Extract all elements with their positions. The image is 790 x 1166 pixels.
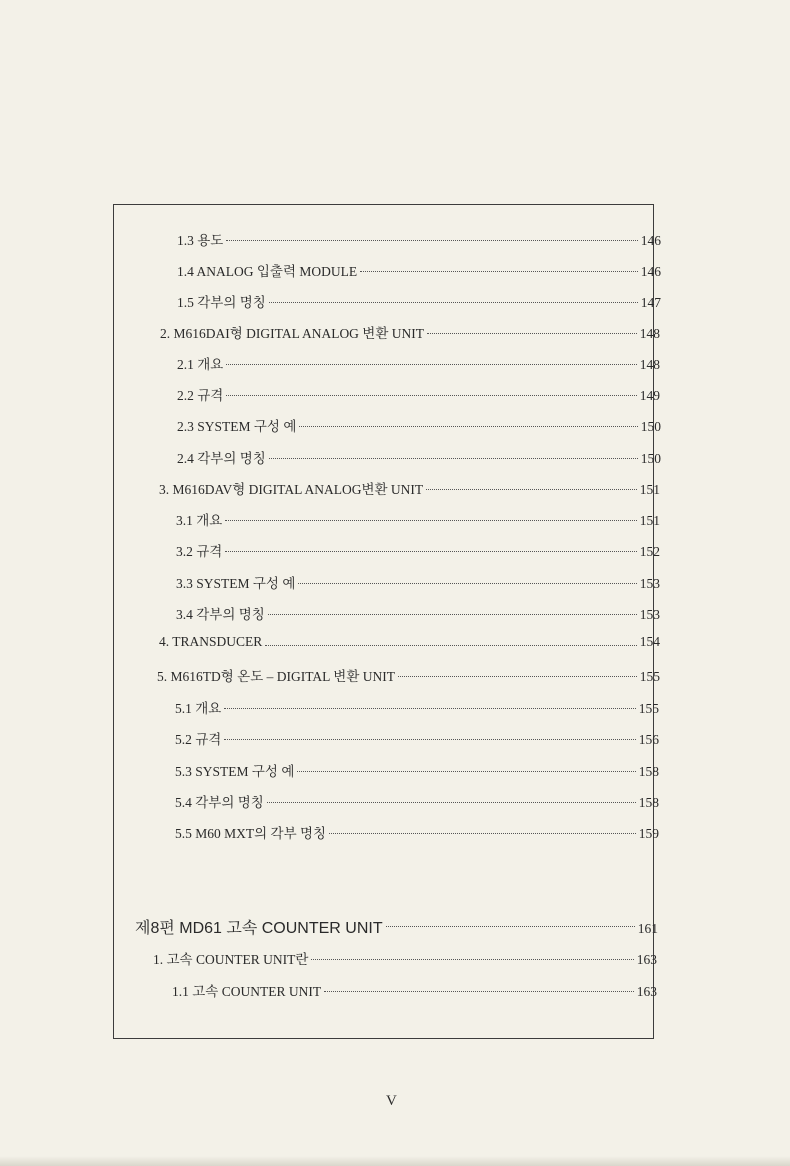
toc-entry-2-4 <box>177 447 661 467</box>
toc-entry-label: 4. TRANSDUCER <box>159 634 263 649</box>
toc-entry-page: 151 <box>639 482 660 497</box>
toc-entry-page: 158 <box>638 764 659 779</box>
leader-dots <box>360 271 638 272</box>
toc-entry-page: 155 <box>638 701 659 716</box>
toc-entry-8-1-1 <box>172 980 657 1000</box>
leader-dots <box>225 551 636 552</box>
leader-dots <box>225 520 636 521</box>
leader-dots <box>426 489 637 490</box>
toc-entry-page: 146 <box>640 264 661 279</box>
leader-dots <box>299 426 637 427</box>
leader-dots <box>265 645 636 646</box>
toc-entry-label: 3. M616DAV형 DIGITAL ANALOG변환 UNIT <box>159 482 424 497</box>
toc-entry-page: 150 <box>640 419 661 434</box>
toc-part-8 <box>135 915 658 935</box>
toc-entry-2-1 <box>177 353 660 373</box>
toc-entry-page: 152 <box>639 544 660 559</box>
toc-entry-page: 155 <box>639 669 660 684</box>
toc-entry-3-4 <box>176 603 660 623</box>
toc-entry-label: 2.1 개요 <box>177 357 224 372</box>
leader-dots <box>224 708 635 709</box>
toc-entry-page: 151 <box>639 513 660 528</box>
page-number: V <box>386 1093 397 1109</box>
toc-entry-page: 147 <box>640 295 661 310</box>
toc-entry-label: 2.4 각부의 명칭 <box>177 451 266 466</box>
leader-dots <box>267 802 636 803</box>
toc-entry-label: 5.5 M60 MXT의 각부 명칭 <box>175 826 327 841</box>
toc-entry-label: 3.4 각부의 명칭 <box>176 607 265 622</box>
toc-entry-page: 156 <box>638 732 659 747</box>
toc-entry-2-3 <box>177 415 661 435</box>
toc-entry-3-1 <box>176 509 660 529</box>
toc-entry-label: 1.5 각부의 명칭 <box>177 295 266 310</box>
leader-dots <box>226 240 637 241</box>
leader-dots <box>398 676 637 677</box>
toc-entry-5-3 <box>175 760 659 780</box>
toc-entry-page: 146 <box>640 233 661 248</box>
leader-dots <box>297 771 635 772</box>
toc-entry-page: 163 <box>636 952 657 967</box>
toc-entry-label: 3.2 규격 <box>176 544 223 559</box>
toc-entry-5 <box>157 665 660 685</box>
toc-entry-page: 148 <box>639 357 660 372</box>
toc-entry-page: 149 <box>639 388 660 403</box>
toc-entry-3-2 <box>176 540 660 560</box>
leader-dots <box>324 991 634 992</box>
toc-entry-label: 3.1 개요 <box>176 513 223 528</box>
toc-entry-5-4 <box>175 791 659 811</box>
toc-entry-label: 2.3 SYSTEM 구성 예 <box>177 419 297 434</box>
toc-entry-1-4 <box>177 260 661 280</box>
toc-entry-page: 154 <box>639 634 660 649</box>
toc-entry-5-1 <box>175 697 659 717</box>
toc-entry-label: 1.3 용도 <box>177 233 224 248</box>
toc-entry-label: 5.3 SYSTEM 구성 예 <box>175 764 295 779</box>
toc-entry-label: 1.1 고속 COUNTER UNIT <box>172 984 322 999</box>
toc-entry-label: 1. 고속 COUNTER UNIT란 <box>153 952 309 967</box>
toc-entry-label: 5.2 규격 <box>175 732 222 747</box>
toc-entry-3 <box>159 478 660 498</box>
leader-dots <box>224 739 635 740</box>
toc-entry-page: 153 <box>639 576 660 591</box>
toc-entry-label: 5.1 개요 <box>175 701 222 716</box>
toc-entry-5-5 <box>175 822 659 842</box>
leader-dots <box>298 583 636 584</box>
leader-dots <box>269 302 638 303</box>
leader-dots <box>226 395 636 396</box>
toc-entry-5-2 <box>175 728 659 748</box>
leader-dots <box>311 959 633 960</box>
leader-dots <box>226 364 636 365</box>
toc-part-label: 제8편 MD61 고속 COUNTER UNIT <box>135 920 383 937</box>
toc-entry-label: 3.3 SYSTEM 구성 예 <box>176 576 296 591</box>
toc-entry-label: 1.4 ANALOG 입출력 MODULE <box>177 264 358 279</box>
toc-entry-page: 153 <box>639 607 660 622</box>
toc-entry-1-3 <box>177 229 661 249</box>
toc-entry-1-5 <box>177 291 661 311</box>
toc-entry-label: 2. M616DAI형 DIGITAL ANALOG 변환 UNIT <box>160 326 425 341</box>
leader-dots <box>386 926 635 927</box>
toc-entry-label: 5.4 각부의 명칭 <box>175 795 264 810</box>
toc-entry-2 <box>160 322 660 342</box>
toc-entry-page: 159 <box>638 826 659 841</box>
toc-entry-2-2 <box>177 384 660 404</box>
toc-entry-page: 150 <box>640 451 661 466</box>
leader-dots <box>329 833 636 834</box>
page-edge-shadow <box>0 1156 790 1166</box>
toc-entry-page: 148 <box>639 326 660 341</box>
toc-box <box>113 204 661 1039</box>
toc-entry-page: 163 <box>636 984 657 999</box>
leader-dots <box>269 458 638 459</box>
toc-entry-3-3 <box>176 572 660 592</box>
toc-entry-8-1 <box>153 948 657 968</box>
toc-entry-label: 5. M616TD형 온도 – DIGITAL 변환 UNIT <box>157 669 395 684</box>
toc-part-page: 161 <box>637 921 658 936</box>
toc-entry-label: 2.2 규격 <box>177 388 224 403</box>
toc-entry-page: 158 <box>638 795 659 810</box>
toc-entry-4 <box>159 634 660 654</box>
leader-dots <box>268 614 637 615</box>
leader-dots <box>427 333 637 334</box>
